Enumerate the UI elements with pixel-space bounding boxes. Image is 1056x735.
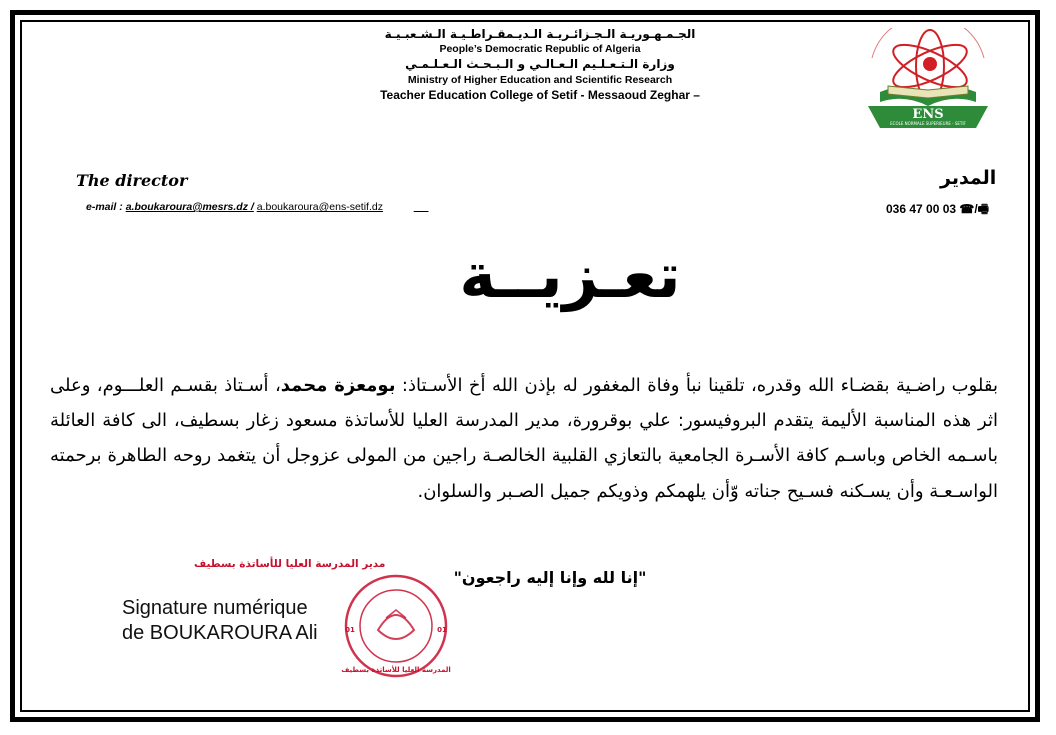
- quran-quote: "إنا لله وإنا إليه راجعون": [453, 568, 647, 587]
- condolence-body: [50, 368, 998, 509]
- director-title-arabic: المدير: [940, 167, 997, 189]
- condolence-title: تعـزيــة: [459, 239, 681, 312]
- logo-subtitle: ECOLE NORMALE SUPERIEURE - SETIF: [890, 121, 966, 126]
- email-link-mesrs[interactable]: a.boukaroura@mesrs.dz /: [125, 201, 254, 213]
- stamp-text: المدرسة العليا للأساتذة بسطيف: [341, 666, 451, 674]
- email-label: e-mail :: [86, 201, 126, 213]
- body-part-1: بقلوب راضـية بقضـاء الله وقدره، تلقينا نبأ وفاة المغفور له بإذن الله أخ الأسـتاذ:: [395, 375, 998, 396]
- director-title-english: The director: [76, 171, 188, 190]
- stamp-number-left: 01: [345, 626, 355, 634]
- college-name: Teacher Education College of Setif - Messaoud Zeghar –: [380, 87, 700, 102]
- letterhead: [330, 26, 750, 103]
- ministry-english: Ministry of Higher Education and Scientific Research: [407, 73, 673, 86]
- logo-initials: ENS: [912, 107, 944, 122]
- official-stamp: [334, 570, 464, 680]
- email-tail: _ _: [413, 201, 429, 213]
- stamp-number-right: 01: [437, 626, 447, 634]
- deceased-name: بومعزة محمد: [280, 375, 396, 396]
- republic-arabic: الجـمـهـوريـة الـجـزائـريـة الـديـمقـراطـيـة الـشـعبـيـة: [384, 27, 696, 41]
- signature-line-1: Signature numérique: [122, 597, 308, 619]
- email-link-ens[interactable]: a.boukaroura@ens-setif.dz: [256, 201, 383, 213]
- digital-signature: [122, 596, 318, 646]
- republic-english: People’s Democratic Republic of Algeria: [439, 43, 641, 56]
- phone-fax: 036 47 00 03 ☎/🖷: [886, 202, 990, 216]
- director-stamp-caption: مدير المدرسة العليا للأساتذة بسطيف: [194, 558, 386, 570]
- ens-logo: [858, 28, 998, 138]
- email-line: [86, 201, 429, 213]
- ministry-arabic: وزارة الـتـعـلـيم الـعـالـي و الـبـحـث الـعـلـمـي: [405, 57, 675, 72]
- signature-line-2: de BOUKAROURA Ali: [122, 622, 318, 644]
- body-part-2: ، أسـتاذ بقسـم العلـــوم، وعلى اثر هذه المناسبة الأليمة يتقدم البروفيسور: علي بوقرورة، مدير المدرسة العليا للأساتذة مسعود زغار بسطيف، الى كافة العائلة باسـمه الخاص وباسـم كافة الأسـرة الجامعية بالتعازي القلبية الخالصـة راجين من المولى عزوجل أن يتغمد روحه الطاهرة برحمته الواسـعـة وأن يسـكنه فسـيح جناته وّأن يلهمكم وذويكم جميل الصـبر والسلوان.: [50, 375, 998, 502]
